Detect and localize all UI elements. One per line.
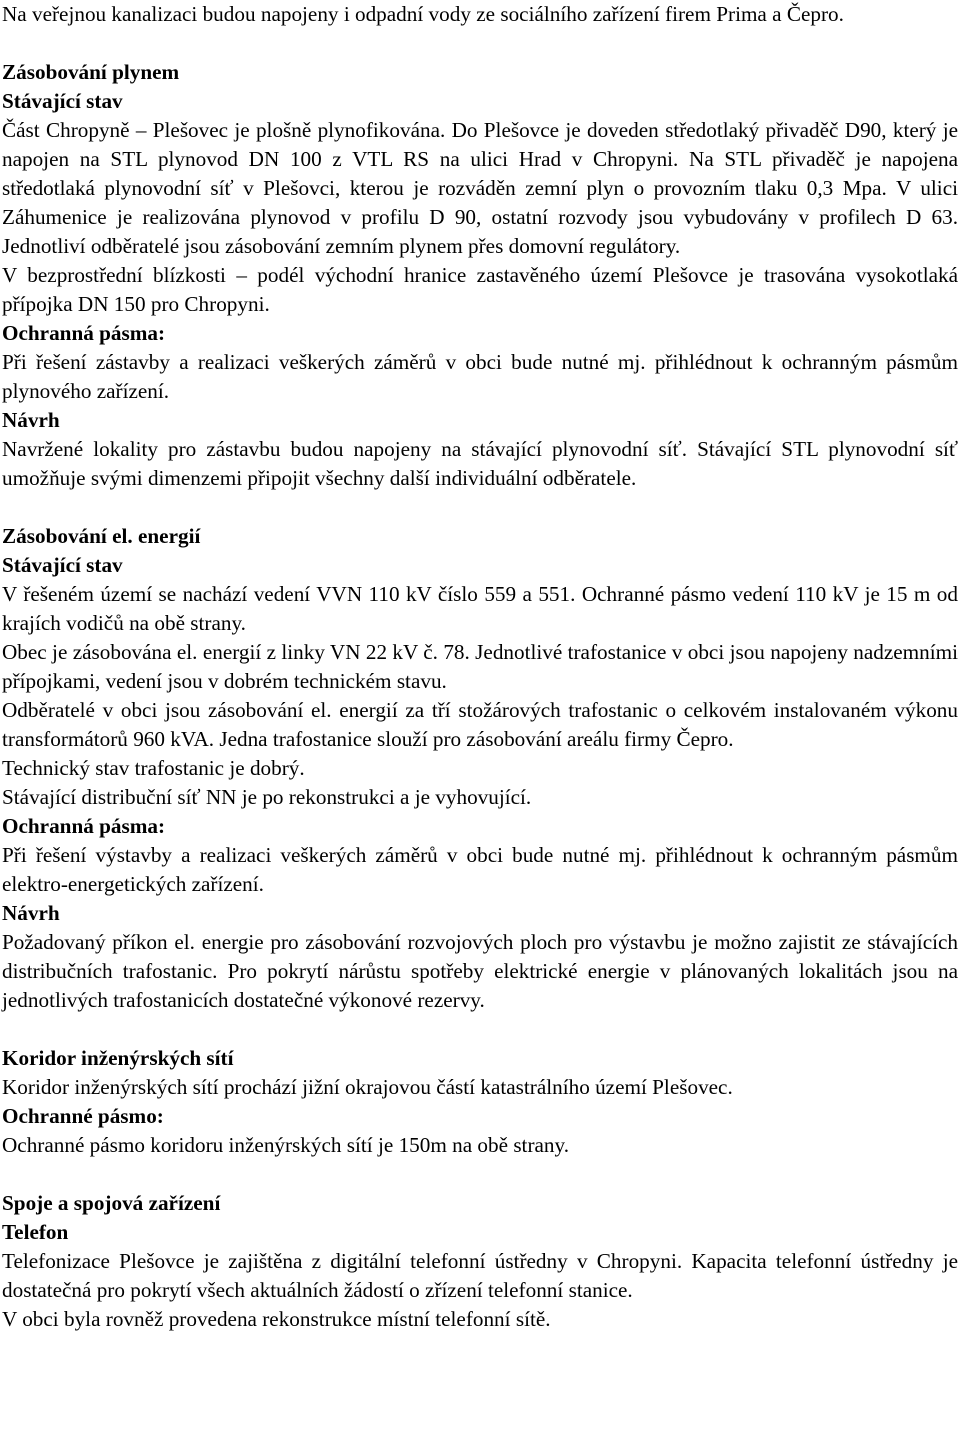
body-paragraph: V bezprostřední blízkosti – podél východní hranice zastavěného území Plešovce je trasována vysokotlaká přípojka DN 150 pro Chropyni. <box>2 263 958 316</box>
section-heading: Telefon <box>2 1220 69 1244</box>
section-heading: Stávající stav <box>2 89 123 113</box>
section-heading: Spoje a spojová zařízení <box>2 1191 221 1215</box>
body-paragraph: Telefonizace Plešovce je zajištěna z digitální telefonní ústředny v Chropyni. Kapacita telefonní ústředny je dostatečná pro pokrytí všech aktuálních žádostí o zřízení telefonní stanice. <box>2 1249 958 1302</box>
section-heading: Návrh <box>2 408 60 432</box>
section-heading: Ochranná pásma: <box>2 814 166 838</box>
paragraph-spacer <box>2 493 958 522</box>
body-paragraph: Stávající distribuční síť NN je po rekonstrukci a je vyhovující. <box>2 785 532 809</box>
section-heading: Ochranné pásmo: <box>2 1104 164 1128</box>
body-paragraph: Část Chropyně – Plešovec je plošně plynofikována. Do Plešovce je doveden středotlaký přivaděč D90, který je napojen na STL plynovod DN 100 z VTL RS na ulici Hrad v Chropyni. Na STL přivaděč je napojena středotlaká plynovodní síť v Plešovci, kterou je rozváděn zemní plyn o provozním tlaku 0,3 Mpa. V ulici Záhumenice je realizována plynovod v profilu D 90, ostatní rozvody jsou vybudovány v profilech D 63. Jednotliví odběratelé jsou zásobování zemním plynem přes domovní regulátory. <box>2 118 958 258</box>
body-paragraph: Technický stav trafostanic je dobrý. <box>2 756 305 780</box>
body-paragraph: Na veřejnou kanalizaci budou napojeny i odpadní vody ze sociálního zařízení firem Prima a Čepro. <box>2 2 844 26</box>
body-paragraph: Při řešení výstavby a realizaci veškerých záměrů v obci bude nutné mj. přihlédnout k ochranným pásmům elektro-energetických zařízení. <box>2 843 958 896</box>
paragraph-spacer <box>2 1160 958 1189</box>
body-paragraph: Obec je zásobována el. energií z linky VN 22 kV č. 78. Jednotlivé trafostanice v obci jsou napojeny nadzemními přípojkami, vedení jsou v dobrém technickém stavu. <box>2 640 958 693</box>
section-heading: Zásobování el. energií <box>2 524 201 548</box>
paragraph-spacer <box>2 1015 958 1044</box>
section-heading: Koridor inženýrských sítí <box>2 1046 234 1070</box>
section-heading: Ochranná pásma: <box>2 321 166 345</box>
body-paragraph: Při řešení zástavby a realizaci veškerých záměrů v obci bude nutné mj. přihlédnout k ochranným pásmům plynového zařízení. <box>2 350 958 403</box>
body-paragraph: V obci byla rovněž provedena rekonstrukce místní telefonní sítě. <box>2 1307 551 1331</box>
body-paragraph: Odběratelé v obci jsou zásobování el. energií za tří stožárových trafostanic o celkovém instalovaném výkonu transformátorů 960 kVA. Jedna trafostanice slouží pro zásobování areálu firmy Čepro. <box>2 698 958 751</box>
body-paragraph: Ochranné pásmo koridoru inženýrských sítí je 150m na obě strany. <box>2 1133 570 1157</box>
body-paragraph: Požadovaný příkon el. energie pro zásobování rozvojových ploch pro výstavbu je možno zajistit ze stávajících distribučních trafostanic. Pro pokrytí nárůstu spotřeby elektrické energie v plánovaných lokalitách jsou na jednotlivých trafostanicích dostatečné výkonové rezervy. <box>2 930 958 1012</box>
section-heading: Zásobování plynem <box>2 60 180 84</box>
body-paragraph: Navržené lokality pro zástavbu budou napojeny na stávající plynovodní síť. Stávající STL plynovodní síť umožňuje svými dimenzemi připojit všechny další individuální odběratele. <box>2 437 958 490</box>
section-heading: Návrh <box>2 901 60 925</box>
paragraph-spacer <box>2 29 958 58</box>
section-heading: Stávající stav <box>2 553 123 577</box>
body-paragraph: V řešeném území se nachází vedení VVN 110 kV číslo 559 a 551. Ochranné pásmo vedení 110 kV je 15 m od krajích vodičů na obě strany. <box>2 582 958 635</box>
body-paragraph: Koridor inženýrských sítí prochází jižní okrajovou částí katastrálního území Plešovec. <box>2 1075 733 1099</box>
